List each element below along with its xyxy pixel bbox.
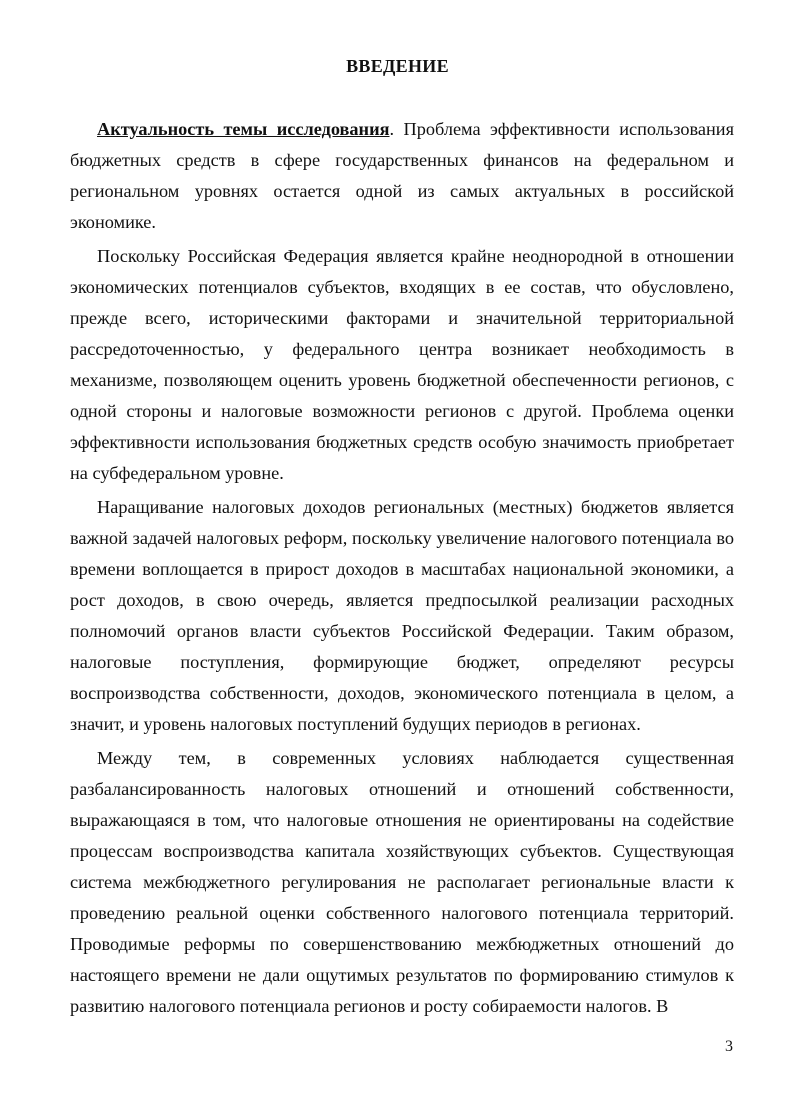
paragraph-2: Поскольку Российская Федерация является крайне неоднородной в отношении экономических потенциалов субъектов, входящих в ее состав, что обусловлено, прежде всего, историческими факторами и значительной территориальной рассредоточенностью, у федерального центра возникает необходимость в механизме, позволяющем оценить уровень бюджетной обеспеченности регионов, с одной стороны и налоговые возможности регионов с другой. Проблема оценки эффективности использования бюджетных средств особую значимость приобретает на субфедеральном уровне.	[70, 246, 734, 483]
document-body	[70, 114, 734, 1022]
paragraph-4: Между тем, в современных условиях наблюдается существенная разбалансированность налоговых отношений и отношений собственности, выражающаяся в том, что налоговые отношения не ориентированы на содействие процессам воспроизводства капитала хозяйствующих субъектов. Существующая система межбюджетного регулирования не располагает региональные власти к проведению реальной оценки собственного налогового потенциала территорий. Проводимые реформы по совершенствованию межбюджетных отношений до настоящего времени не дали ощутимых результатов по формированию стимулов к развитию налогового потенциала регионов и росту собираемости налогов. В	[70, 748, 734, 1016]
page-number: 3	[725, 1038, 733, 1055]
paragraph-text: . Проблема эффективности использования бюджетных средств в сфере государственных финансов на федеральном и региональном уровнях остается одной из самых актуальных в российской экономике.	[70, 119, 734, 232]
paragraph-1	[70, 114, 734, 238]
paragraph-3: Наращивание налоговых доходов региональных (местных) бюджетов является важной задачей налоговых реформ, поскольку увеличение налогового потенциала во времени воплощается в прирост доходов в масштабах национальной экономики, а рост доходов, в свою очередь, является предпосылкой реализации расходных полномочий органов власти субъектов Российской Федерации. Таким образом, налоговые поступления, формирующие бюджет, определяют ресурсы воспроизводства собственности, доходов, экономического потенциала в целом, а значит, и уровень налоговых поступлений будущих периодов в регионах.	[70, 497, 734, 734]
page-title: ВВЕДЕНИЕ	[346, 56, 449, 76]
paragraph-lead: Актуальность темы исследования	[97, 119, 390, 139]
